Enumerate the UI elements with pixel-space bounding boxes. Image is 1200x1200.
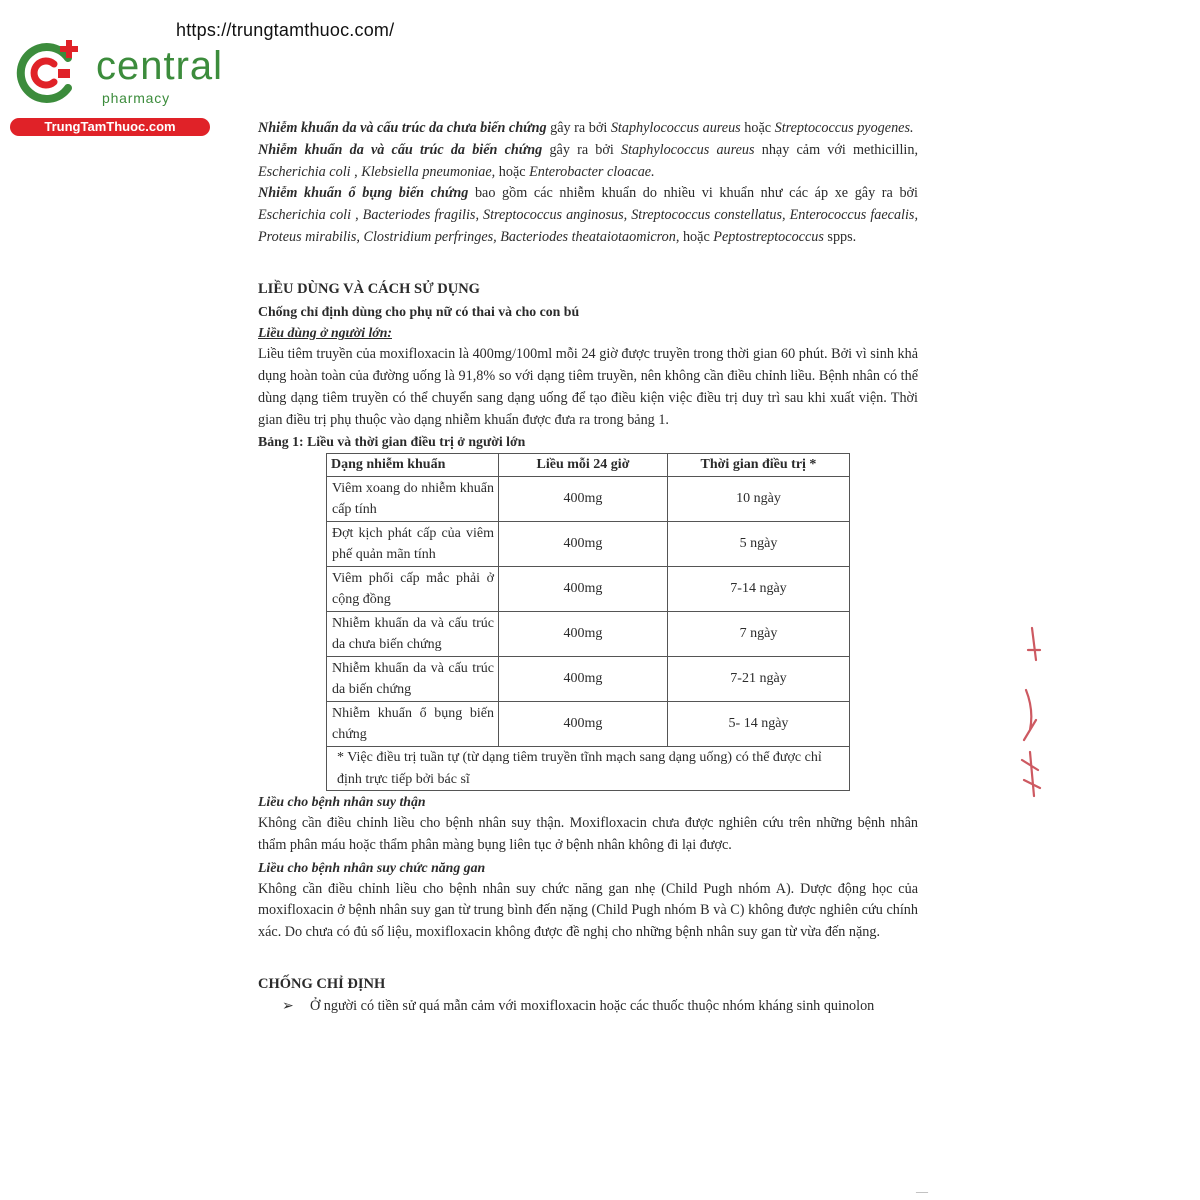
contraindication-item bbox=[282, 996, 918, 1018]
table-row bbox=[327, 702, 850, 747]
indication-lead: Nhiễm khuẩn ổ bụng biến chứng bbox=[258, 185, 469, 202]
duration-cell: 7 ngày bbox=[668, 612, 850, 657]
duration-cell: 5- 14 ngày bbox=[668, 702, 850, 747]
text-run: hoặc bbox=[679, 228, 714, 245]
infection-type-cell: Nhiễm khuẩn ổ bụng biến chứng bbox=[327, 702, 499, 747]
infection-type-cell: Nhiễm khuẩn da và cấu trúc da biến chứng bbox=[327, 657, 499, 702]
dose-cell: 400mg bbox=[499, 702, 668, 747]
organism-name: Escherichia coli bbox=[258, 207, 352, 224]
duration-cell: 7-21 ngày bbox=[668, 657, 850, 702]
text-run: gây ra bởi bbox=[546, 120, 611, 136]
organism-name: Streptococcus pyogenes. bbox=[774, 120, 914, 136]
text-run: hoặc bbox=[740, 120, 775, 136]
organism-name: Staphylococcus aureus bbox=[621, 141, 755, 158]
table-row bbox=[327, 657, 850, 702]
renal-dosage-heading: Liều cho bệnh nhân suy thận bbox=[258, 794, 426, 810]
text-run: spps. bbox=[823, 228, 857, 245]
dosage-table bbox=[326, 453, 850, 791]
organism-name: Escherichia coli bbox=[258, 163, 351, 180]
table-row bbox=[327, 612, 850, 657]
column-header: Dạng nhiễm khuẩn bbox=[327, 454, 499, 477]
logo-mark-icon bbox=[10, 36, 90, 108]
duration-cell: 7-14 ngày bbox=[668, 567, 850, 612]
organism-name: Peptostreptococcus bbox=[713, 228, 824, 245]
text-run: nhạy cảm với methicillin, bbox=[754, 141, 919, 158]
dosage-heading: LIỀU DÙNG VÀ CÁCH SỬ DỤNG bbox=[258, 280, 480, 297]
adult-dosage-text: Liều tiêm truyền của moxifloxacin là 400mg/100ml mỗi 24 giờ được truyền trong thời gian 60 phút. Bởi vì sinh khả dụng hoàn toàn của đường uống là 91,8% so với dạng tiêm truyền, nên không cần điều chỉnh liều. Bệnh nhân có thể dùng dạng tiêm truyền có thể chuyển sang dạng uống để tạo điều kiện việc điều trị duy trì sau khi xuất viện. Thời gian điều trị phụ thuộc vào dạng nhiễm khuẩn được đưa ra trong bảng 1. bbox=[258, 346, 918, 428]
renal-dosage-text: Không cần điều chỉnh liều cho bệnh nhân suy thận. Moxifloxacin chưa được nghiên cứu trên những bệnh nhân thẩm phân máu hoặc thẩm phân màng bụng liên tục ở bệnh nhân không đi lại được. bbox=[258, 815, 918, 853]
arrow-bullet-icon: ➢ bbox=[282, 997, 294, 1014]
duration-cell: 10 ngày bbox=[668, 477, 850, 522]
organism-name: Klebsiella pneumoniae, bbox=[361, 163, 496, 180]
adult-dosage-heading: Liều dùng ở người lớn: bbox=[258, 325, 392, 341]
column-header: Liều mỗi 24 giờ bbox=[499, 454, 668, 477]
pregnancy-warning: Chống chỉ định dùng cho phụ nữ có thai và cho con bú bbox=[258, 303, 580, 319]
dose-cell: 400mg bbox=[499, 657, 668, 702]
table-row bbox=[327, 477, 850, 522]
organism-name: Enterobacter cloacae. bbox=[529, 163, 655, 180]
document-body bbox=[258, 118, 918, 1018]
indication-lead: Nhiễm khuẩn da và cấu trúc da chưa biến chứng bbox=[258, 120, 547, 136]
indication-skin-complicated bbox=[258, 140, 918, 184]
text-run: gây ra bởi bbox=[542, 141, 622, 158]
text-run: , bbox=[350, 163, 362, 180]
table-row bbox=[327, 522, 850, 567]
column-header: Thời gian điều trị * bbox=[668, 454, 850, 477]
infection-type-cell: Viêm xoang do nhiễm khuẩn cấp tính bbox=[327, 477, 499, 522]
text-run: , bbox=[351, 207, 363, 224]
dose-cell: 400mg bbox=[499, 477, 668, 522]
indication-lead: Nhiễm khuẩn da và cấu trúc da biến chứng bbox=[258, 141, 543, 158]
contraindications-heading: CHỐNG CHỈ ĐỊNH bbox=[258, 975, 386, 992]
table-footnote-row bbox=[327, 747, 850, 791]
hepatic-dosage-heading: Liều cho bệnh nhân suy chức năng gan bbox=[258, 859, 486, 875]
page-corner-mark: — bbox=[916, 1184, 928, 1198]
table-header-row bbox=[327, 454, 850, 477]
infection-type-cell: Đợt kịch phát cấp của viêm phế quản mãn tính bbox=[327, 522, 499, 567]
source-url[interactable]: https://trungtamthuoc.com/ bbox=[176, 20, 395, 40]
logo-subtitle: pharmacy bbox=[102, 90, 170, 106]
text-run: hoặc bbox=[495, 163, 530, 180]
infection-type-cell: Nhiễm khuẩn da và cấu trúc da chưa biến chứng bbox=[327, 612, 499, 657]
logo-banner: TrungTamThuoc.com bbox=[10, 118, 210, 136]
infection-type-cell: Viêm phổi cấp mắc phải ở cộng đồng bbox=[327, 567, 499, 612]
table-footnote: * Việc điều trị tuần tự (từ dạng tiêm truyền tĩnh mạch sang dạng uống) có thể được chỉ định trực tiếp bởi bác sĩ bbox=[327, 747, 850, 791]
dose-cell: 400mg bbox=[499, 612, 668, 657]
text-run: bao gồm các nhiễm khuẩn do nhiều vi khuẩn như các áp xe gây ra bởi bbox=[468, 185, 918, 202]
red-stamp-mark bbox=[1012, 620, 1052, 810]
hepatic-dosage-text: Không cần điều chỉnh liều cho bệnh nhân suy chức năng gan nhẹ (Child Pugh nhóm A). Dược động học của moxifloxacin ở bệnh nhân suy gan từ trung bình đến nặng (Child Pugh nhóm B và C) không được nghiên cứu chính xác. Do chưa có đủ số liệu, moxifloxacin không được đề nghị cho những bệnh nhân suy gan từ vừa đến nặng. bbox=[258, 880, 918, 941]
central-pharmacy-logo[interactable] bbox=[10, 36, 224, 136]
dose-cell: 400mg bbox=[499, 522, 668, 567]
table-caption: Bảng 1: Liều và thời gian điều trị ở người lớn bbox=[258, 434, 526, 450]
table-row bbox=[327, 567, 850, 612]
indication-intra-abdominal bbox=[258, 183, 918, 248]
logo-wordmark: central bbox=[96, 44, 224, 88]
contraindication-text: Ở người có tiền sử quá mẫn cảm với moxifloxacin hoặc các thuốc thuộc nhóm kháng sinh quinolon bbox=[310, 997, 875, 1014]
dose-cell: 400mg bbox=[499, 567, 668, 612]
organism-name: Bacteriodes fragilis, Streptococcus anginosus, Streptococcus constellatus, Enterococcus faecalis, Proteus mirabilis, Clostridium perfringes, Bacteriodes theataiotaomicron, bbox=[258, 207, 918, 245]
indication-skin-uncomplicated bbox=[258, 118, 918, 140]
organism-name: Staphylococcus aureus bbox=[610, 120, 741, 136]
duration-cell: 5 ngày bbox=[668, 522, 850, 567]
